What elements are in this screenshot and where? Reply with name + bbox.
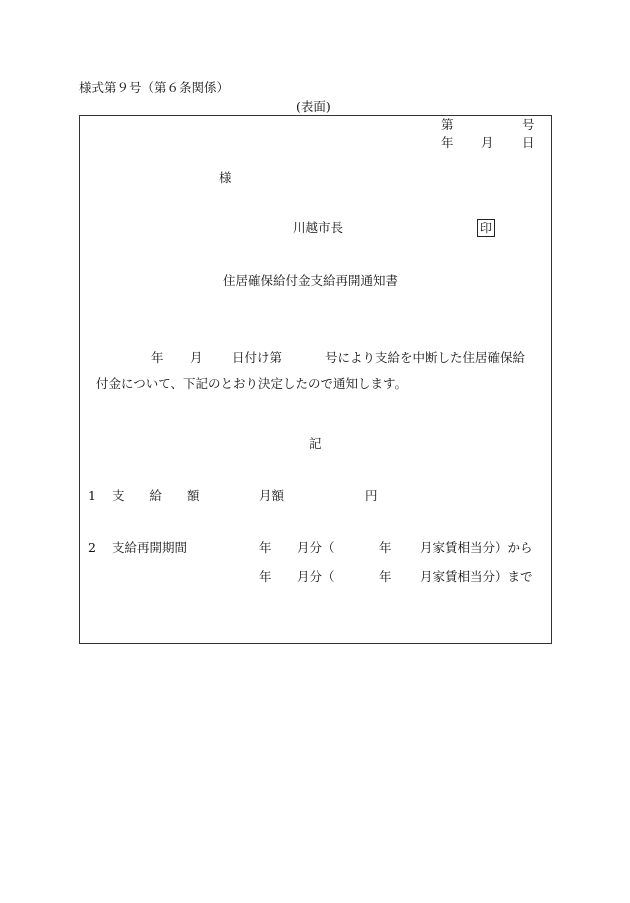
body-year: 年 [151, 350, 164, 365]
number-suffix: 号 [522, 117, 535, 132]
date-month: 月 [481, 135, 494, 150]
item1-label: 支 給 額 [112, 488, 200, 503]
item2-row1-year: 年 [259, 540, 272, 555]
item2-number: 2 [88, 540, 96, 555]
item1-number: 1 [88, 488, 96, 503]
body-line1-rest: 号により支給を中断した住居確保給 [325, 350, 526, 365]
item2-row2-year: 年 [259, 569, 272, 584]
date-day: 日 [522, 135, 535, 150]
item1-yen: 円 [365, 488, 378, 503]
date-year: 年 [441, 135, 454, 150]
item2-row2-month-part: 月分（ [297, 569, 335, 584]
ki-heading: 記 [309, 436, 322, 451]
form-number: 様式第９号（第６条関係） [79, 80, 230, 95]
body-month: 月 [190, 350, 203, 365]
number-prefix: 第 [441, 117, 454, 132]
item2-label: 支給再開期間 [112, 540, 188, 555]
body-line2: 付金について、下記のとおり決定したので通知します。 [96, 376, 408, 391]
item2-row2-year2: 年 [379, 569, 392, 584]
document-title: 住居確保給付金支給再開通知書 [223, 273, 399, 288]
item2-row1-month-part: 月分（ [297, 540, 335, 555]
side-label: (表面) [296, 99, 331, 114]
item2-row1-year2: 年 [379, 540, 392, 555]
issuer-name: 川越市長 [293, 220, 344, 235]
item1-monthly: 月額 [259, 488, 285, 503]
body-dated-no: 日付け第 [232, 350, 283, 365]
item2-row1-rent-part: 月家賃相当分）から [420, 540, 533, 555]
seal-mark: 印 [477, 219, 495, 237]
recipient-suffix: 様 [219, 170, 232, 185]
item2-row2-rent-part: 月家賃相当分）まで [420, 569, 533, 584]
